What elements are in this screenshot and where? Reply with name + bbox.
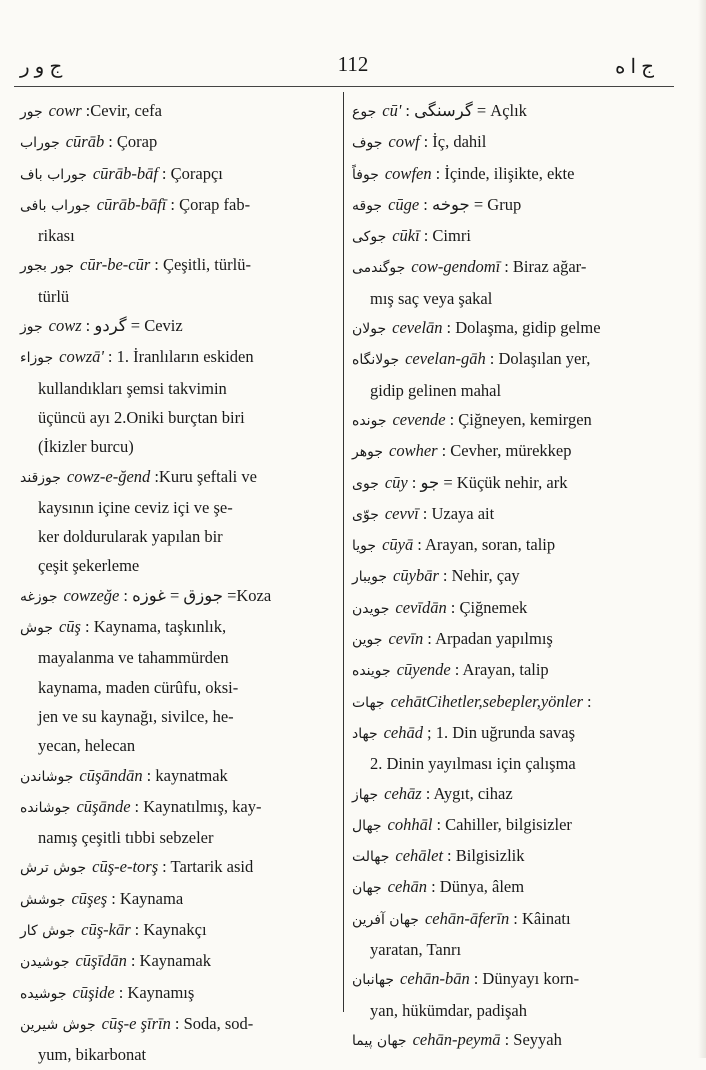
definition: ; 1. Din uğrunda savaş	[427, 722, 576, 742]
arabic-headword: جوشاندن	[20, 768, 74, 785]
arabic-headword: جوزاء	[20, 350, 54, 367]
dictionary-entry	[20, 978, 334, 1009]
dictionary-entry	[352, 436, 656, 467]
definition: : Kaynama, taşkınlık,	[84, 617, 227, 637]
arabic-headword: جوراب بافی	[20, 197, 91, 214]
arabic-headword: جوع	[352, 104, 377, 120]
definition-continuation: mayalanma ve tahammürden	[38, 648, 229, 668]
transliteration: cūge	[388, 194, 420, 214]
transliteration: cevīn	[388, 629, 424, 649]
entry-headline	[352, 964, 656, 995]
definition: : Cevher, mürekkep	[441, 441, 572, 461]
entry-headline	[20, 311, 334, 342]
transliteration: cūy	[384, 472, 408, 492]
arabic-headword: جولان	[352, 321, 387, 338]
entry-headline	[352, 779, 656, 810]
entry-headline	[352, 436, 656, 467]
arabic-headword: جوشانده	[20, 799, 71, 816]
transliteration: cūybār	[393, 566, 439, 586]
entry-headline	[352, 96, 656, 127]
arabic-headword: جوکی	[352, 229, 387, 246]
arabic-headword: جوشیده	[20, 985, 67, 1002]
transliteration: cehāz	[384, 783, 422, 803]
dictionary-entry	[352, 841, 656, 872]
definition: : Bilgisizlik	[447, 846, 525, 866]
definition-continuation: türlü	[38, 286, 70, 306]
arabic-headword: جهان پیما	[352, 1032, 407, 1049]
entry-headline	[20, 462, 334, 493]
transliteration: cevelān	[392, 318, 443, 338]
definition: : گردو = Ceviz	[85, 316, 183, 336]
entry-headline	[352, 624, 656, 655]
transliteration: cehātCihetler,sebepler,yönler	[390, 691, 584, 711]
arabic-headword: جوز	[20, 319, 43, 336]
dictionary-entry	[20, 761, 334, 792]
arabic-headword: جور	[20, 104, 43, 120]
transliteration: cow-gendomī	[411, 257, 501, 277]
dictionary-entry	[20, 915, 334, 946]
transliteration: cowzeğe	[63, 585, 120, 605]
entry-headline	[352, 344, 656, 375]
entry-headline	[20, 946, 334, 977]
definition-continuation: çeşit şekerleme	[38, 556, 140, 576]
entry-headline	[20, 915, 334, 946]
definition: : İç, dahil	[423, 132, 487, 152]
dictionary-entry	[20, 311, 334, 342]
dictionary-entry	[352, 718, 656, 779]
entry-headline	[20, 612, 334, 643]
entry-headline	[20, 96, 334, 127]
dictionary-entry	[352, 687, 656, 718]
entry-headline	[352, 904, 656, 935]
entry-headline	[20, 127, 334, 158]
definition: : Arayan, talip	[454, 660, 549, 680]
definition: : Çorap fab-	[170, 194, 251, 214]
dictionary-entry	[352, 499, 656, 530]
arabic-headword: جوراب	[20, 135, 60, 152]
entry-headline	[352, 159, 656, 190]
entry-headline	[352, 221, 656, 252]
entry-headline	[352, 718, 656, 749]
definition: :Kuru şeftali ve	[154, 466, 257, 486]
dictionary-entry	[20, 127, 334, 158]
arabic-headword: جوراب باف	[20, 166, 87, 183]
definition: : İçinde, ilişikte, ekte	[435, 163, 575, 183]
entry-headline	[352, 190, 656, 221]
arabic-headword: جوش	[20, 620, 53, 637]
dictionary-entry	[352, 904, 656, 965]
definition: : Dolaşma, gidip gelme	[446, 318, 601, 338]
entry-headline	[352, 252, 656, 283]
definition: : Kaynamak	[130, 951, 212, 971]
entry-headline	[352, 593, 656, 624]
transliteration: cevende	[392, 409, 446, 429]
entry-headline	[352, 468, 656, 499]
definition: : Soda, sod-	[174, 1013, 254, 1033]
arabic-headword: جولانگاه	[352, 352, 400, 369]
entry-headline	[20, 342, 334, 373]
definition: : 1. İranlıların eskiden	[107, 347, 254, 367]
left-column	[20, 96, 334, 1070]
dictionary-entry	[352, 159, 656, 190]
definition: : kaynatmak	[146, 765, 228, 785]
dictionary-entry	[352, 593, 656, 624]
header-rule	[14, 86, 674, 87]
definition: : Kaynama	[111, 888, 184, 908]
dictionary-entry	[20, 946, 334, 977]
transliteration: cūrāb-bāfī	[96, 194, 167, 214]
definition: : Çorap	[108, 132, 158, 152]
transliteration: cūş	[58, 617, 81, 637]
definition-continuation: ker doldurularak yapılan bir	[38, 527, 223, 547]
arabic-headword: جور بجور	[20, 258, 75, 275]
entry-headline	[352, 841, 656, 872]
definition-continuation: yum, bikarbonat	[38, 1045, 147, 1065]
entry-headline	[352, 313, 656, 344]
transliteration: cūşīdān	[75, 951, 127, 971]
transliteration: cevīdān	[395, 597, 447, 617]
definition: : Seyyah	[504, 1029, 562, 1049]
definition-continuation: namış çeşitli tıbbi sebzeler	[38, 828, 214, 848]
transliteration: cūr-be-cūr	[80, 255, 151, 275]
dictionary-entry	[352, 624, 656, 655]
transliteration: cowher	[389, 441, 438, 461]
dictionary-entry	[352, 190, 656, 221]
dictionary-entry	[20, 96, 334, 127]
definition: : جوزق = غوزه =Koza	[123, 585, 272, 605]
arabic-headword: جهان آفرین	[352, 911, 419, 928]
entry-headline	[352, 1025, 656, 1056]
definition: : Tartarik asid	[162, 857, 254, 877]
definition: : Uzaya ait	[422, 503, 495, 523]
definition: :	[587, 691, 592, 711]
transliteration: cehān-bān	[400, 969, 470, 989]
definition-continuation: 2. Dinin yayılması için çalışma	[370, 754, 576, 774]
arabic-headword: جوف	[352, 135, 383, 152]
dictionary-entry	[352, 221, 656, 252]
arabic-headword: جهاد	[352, 725, 378, 742]
transliteration: cevelan-gāh	[405, 349, 486, 369]
definition: : Kâinatı	[513, 908, 571, 928]
page-edge-shadow	[698, 0, 706, 1058]
entry-headline	[20, 581, 334, 612]
definition-continuation: kullandıkları şemsi takvimin	[38, 378, 227, 398]
transliteration: cehālet	[395, 846, 444, 866]
dictionary-entry	[352, 810, 656, 841]
definition-continuation: kaysının içine ceviz içi ve şe-	[38, 497, 233, 517]
arabic-headword: جهالت	[352, 849, 390, 866]
dictionary-entry	[20, 250, 334, 311]
dictionary-entry	[352, 561, 656, 592]
entry-headline	[20, 792, 334, 823]
definition: : Kaynatılmış, kay-	[134, 796, 262, 816]
dictionary-entry	[352, 405, 656, 436]
transliteration: cehān	[387, 877, 428, 897]
transliteration: cūşānde	[76, 796, 131, 816]
definition: : Aygıt, cihaz	[425, 783, 513, 803]
arabic-headword: جویا	[352, 538, 377, 555]
dictionary-entry	[352, 779, 656, 810]
entry-headline	[20, 159, 334, 190]
definition-continuation: mış saç veya şakal	[370, 288, 493, 308]
entry-headline	[352, 810, 656, 841]
arabic-headword: جوش شیرین	[20, 1016, 96, 1033]
entry-headline	[20, 190, 334, 221]
definition: : Çiğneyen, kemirgen	[449, 409, 592, 429]
arabic-headword: جونده	[352, 412, 387, 429]
dictionary-entry	[20, 159, 334, 190]
arabic-headword: جهال	[352, 817, 382, 834]
arabic-headword: جوفاً	[352, 166, 379, 183]
dictionary-entry	[352, 127, 656, 158]
dictionary-entry	[20, 792, 334, 853]
entry-headline	[20, 1009, 334, 1040]
entry-headline	[352, 405, 656, 436]
transliteration: cehān-āferīn	[424, 908, 510, 928]
entry-headline	[20, 884, 334, 915]
entry-headline	[352, 561, 656, 592]
entry-headline	[352, 530, 656, 561]
definition: : جو = Küçük nehir, ark	[411, 472, 568, 492]
transliteration: cowf	[388, 132, 420, 152]
definition: : Nehir, çay	[442, 566, 520, 586]
transliteration: cehān-peymā	[412, 1029, 501, 1049]
arabic-headword: جوشیدن	[20, 954, 70, 971]
arabic-headword: جوینده	[352, 663, 391, 680]
transliteration: cūyende	[396, 660, 451, 680]
arabic-headword: جوگندمی	[352, 260, 406, 277]
arabic-headword: جوین	[352, 632, 383, 649]
dictionary-entry	[352, 96, 656, 127]
page-header	[0, 52, 706, 88]
definition-continuation: (İkizler burcu)	[38, 437, 134, 457]
definition: : Çorapçı	[161, 163, 223, 183]
definition: : Dünyayı korn-	[473, 969, 580, 989]
transliteration: cūşeş	[71, 888, 108, 908]
page-number: 112	[337, 52, 369, 76]
dictionary-entry	[20, 462, 334, 581]
dictionary-entry	[352, 655, 656, 686]
dictionary-entry	[20, 190, 334, 251]
dictionary-entry	[20, 581, 334, 612]
entry-headline	[20, 978, 334, 1009]
definition-continuation: yecan, helecan	[38, 736, 136, 756]
arabic-headword: جوهر	[352, 444, 383, 461]
entry-headline	[352, 499, 656, 530]
definition-continuation: yaratan, Tanrı	[370, 940, 462, 960]
transliteration: cū'	[382, 101, 402, 120]
transliteration: cūş-e şīrīn	[101, 1013, 171, 1033]
entry-headline	[20, 852, 334, 883]
entry-headline	[20, 761, 334, 792]
definition: : Dünya, âlem	[431, 877, 525, 897]
transliteration: cūrāb	[65, 132, 105, 152]
arabic-headword: جویبار	[352, 569, 388, 586]
arabic-headword: جوزغه	[20, 588, 58, 605]
column-divider	[343, 92, 344, 1012]
dictionary-entry	[352, 344, 656, 405]
dictionary-entry	[20, 852, 334, 883]
definition: :Cevir, cefa	[85, 101, 162, 120]
arabic-headword: جوش ترش	[20, 860, 87, 877]
arabic-headword: جوشش	[20, 891, 66, 908]
definition: : Cimri	[423, 226, 471, 246]
dictionary-entry	[352, 964, 656, 1025]
definition-continuation: kaynama, maden cürûfu, oksi-	[38, 677, 239, 697]
definition: : گرسنگی = Açlık	[405, 101, 527, 120]
entry-headline	[352, 127, 656, 158]
entry-headline	[352, 687, 656, 718]
definition-continuation: rikası	[38, 226, 75, 246]
arabic-headword: جوقه	[352, 197, 383, 214]
dictionary-entry	[20, 612, 334, 760]
definition: : Arpadan yapılmış	[427, 629, 553, 649]
definition: : Biraz ağar-	[504, 257, 587, 277]
definition-continuation: jen ve su kaynağı, sivilce, he-	[38, 706, 234, 726]
arabic-headword: جوزقند	[20, 469, 61, 486]
entry-headline	[352, 655, 656, 686]
dictionary-entry	[352, 1025, 656, 1056]
entry-headline	[352, 872, 656, 903]
arabic-headword: جهاز	[352, 786, 379, 803]
definition-continuation: yan, hükümdar, padişah	[370, 1000, 527, 1020]
transliteration: cūkī	[392, 226, 420, 246]
definition: : Çiğnemek	[450, 597, 528, 617]
transliteration: cohhāl	[387, 814, 433, 834]
definition: : جوخه = Grup	[423, 194, 522, 214]
definition: : Kaynamış	[118, 982, 195, 1002]
definition: : Arayan, soran, talip	[417, 535, 556, 555]
dictionary-entry	[20, 1009, 334, 1070]
transliteration: cowfen	[384, 163, 432, 183]
dictionary-entry	[20, 342, 334, 461]
arabic-headword: جویدن	[352, 600, 390, 617]
definition: : Dolaşılan yer,	[489, 349, 591, 369]
header-right-letters: ج ا ه	[615, 56, 654, 78]
transliteration: cūşide	[72, 982, 115, 1002]
entry-headline	[20, 250, 334, 281]
transliteration: cowr	[48, 101, 82, 120]
arabic-headword: جهان	[352, 880, 382, 897]
transliteration: cehād	[383, 722, 424, 742]
dictionary-entry	[352, 530, 656, 561]
transliteration: cevvī	[384, 503, 419, 523]
header-left-letters: ج و ر	[20, 56, 63, 78]
right-column	[352, 96, 656, 1056]
arabic-headword: جوّی	[352, 506, 379, 523]
transliteration: cowzā'	[59, 347, 104, 367]
transliteration: cowz-e-ğend	[66, 466, 151, 486]
definition: : Çeşitli, türlü-	[154, 255, 251, 275]
arabic-headword: جوش کار	[20, 923, 76, 940]
dictionary-entry	[352, 872, 656, 903]
arabic-headword: جوی	[352, 475, 379, 492]
definition: : Kaynakçı	[134, 920, 207, 940]
transliteration: cūşāndān	[79, 765, 143, 785]
transliteration: cūş-e-torş	[92, 857, 159, 877]
dictionary-entry	[352, 468, 656, 499]
dictionary-entry	[352, 313, 656, 344]
dictionary-entry	[352, 252, 656, 313]
transliteration: cūyā	[382, 535, 414, 555]
transliteration: cowz	[48, 316, 82, 336]
definition-continuation: üçüncü ayı 2.Oniki burçtan biri	[38, 407, 245, 427]
definition-continuation: gidip gelinen mahal	[370, 380, 502, 400]
transliteration: cūş-kār	[81, 920, 131, 940]
definition: : Cahiller, bilgisizler	[436, 814, 572, 834]
dictionary-entry	[20, 884, 334, 915]
arabic-headword: جهانبان	[352, 972, 395, 989]
transliteration: cūrāb-bāf	[92, 163, 158, 183]
arabic-headword: جهات	[352, 694, 385, 711]
